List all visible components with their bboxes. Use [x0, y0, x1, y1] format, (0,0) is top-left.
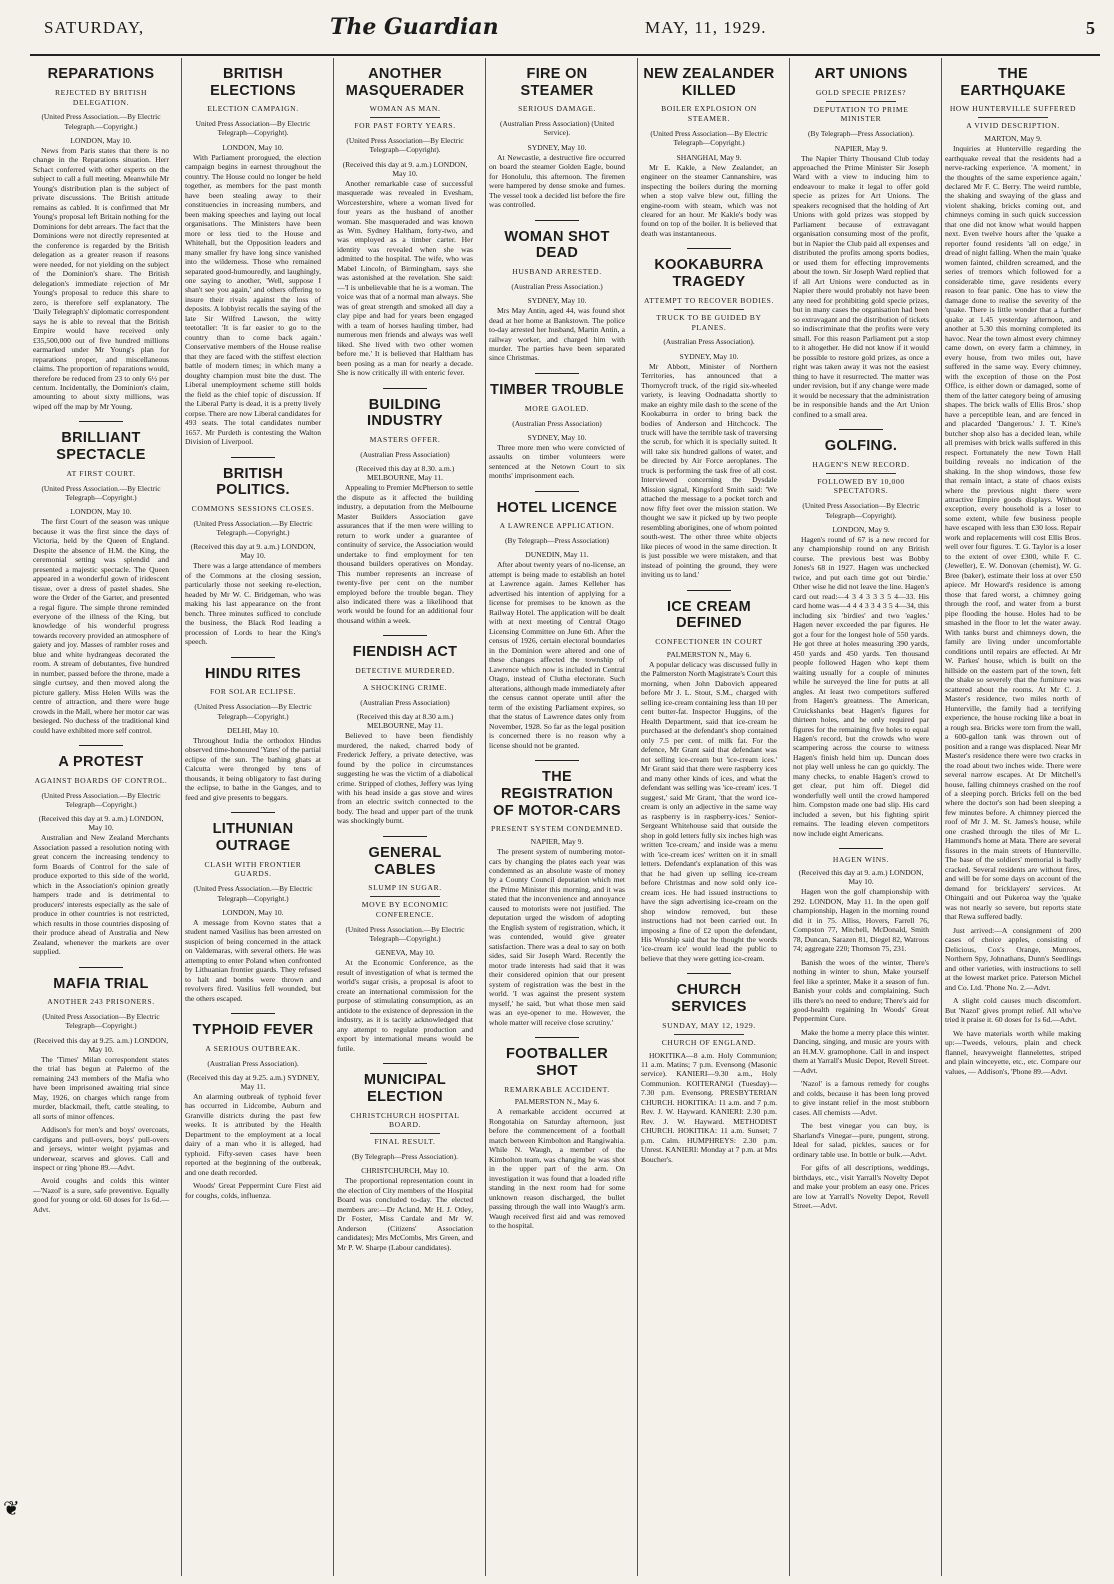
article-subheading: CHRISTCHURCH HOSPITAL BOARD. [350, 1110, 460, 1130]
article-headline: TIMBER TROUBLE [490, 381, 624, 398]
article [489, 500, 625, 750]
article-headline: ANOTHER MASQUERADER [345, 66, 465, 99]
wire-credit: (United Press Association—By Electric Telegraph—Copyright.) [650, 129, 768, 148]
article [489, 1046, 625, 1231]
advertisement: Avoid coughs and colds this winter—'Nazol' is a sure, safe preventive. Equally good for young or old. 60 doses for 1s 6d.—Advt. [33, 1176, 169, 1214]
article-headline: WOMAN SHOT DEAD [504, 228, 610, 262]
article [489, 769, 625, 1027]
article [641, 66, 777, 238]
article-rule [687, 973, 731, 974]
advertisement: Make the home a merry place this winter. Dancing, singing, and music are yours with an H.M.V. gramophone. Call in and inspect them at Yarrall's Music Depot, Revell Street.—Advt. [793, 1027, 929, 1075]
article-headline: THE REGISTRATION OF MOTOR-CARS [493, 769, 621, 819]
dateline: SHANGHAI, May 9. [676, 152, 742, 162]
masthead-date: MAY, 11, 1929. [645, 18, 767, 37]
article-headline: GENERAL CABLES [368, 844, 442, 878]
article-subheading: A SERIOUS OUTBREAK. [205, 1043, 301, 1053]
article-body: A popular delicacy was discussed fully in the Palmerston North Magistrate's Court this morning, when John Dabovich appeared before Mr J. L. Stout, S.M., charged with selling ice-cream containing less than 10 per cent butter-fat. Inspector Huggins, of the Health Department, said that ice-cream he purchased at the defendant's shop contained only 7.5 per cent. of milk fat. For the defence, Mr Grant said that defendant was not selling ice-cream but 'ice-cream ices.' Mr Grant said that there were raspberry ices and many other kinds of ices, and what the defendant was selling was 'ice-cream' ices. 'I suggest,' said Mr Grant, 'that the word ice-cream is only an adjective in the same way as raspberry is in raspberry-ices.' Senior-Sergeant Whitehouse said that outside the shop in gold letters fully six inches high was written 'Ice-cream,' and inside was a menu with 'ice-cream ices' written on it in small letters. Defendant's explanation of this was that he had given up selling ice-cream before Christmas and now sold only ice-cream ices. He had issued instructions to have the sign advertising ice-cream on the shop window removed, but these instructions had not been carried out. In imposing a fine of £2 upon the defendant, His Worship said that he thought the words 'ice-cream ice' would lead the public to believe that they were getting ice-cream. [641, 659, 777, 963]
article-subheading: REMARKABLE ACCIDENT. [504, 1084, 610, 1094]
article-subheading: SERIOUS DAMAGE. [518, 104, 596, 114]
article-body: News from Paris states that there is no change in the Reparations situation. Herr Schact conferred with other experts on the subject to call a full meeting. Meanwhile Mr Young's distribution plan is the subject of private discussions. The British attitude remains as cabled. It is confirmed that Mr Young's proposal left Britain nothing for the Dominions for debt arrears. The fact that the Dominions were not directly represented at the conference is regarded by the British delegation as a greater reason if reasons were needed, for not yielding on the subject of the Dominion's share. The British delegation's immediate rejection of Mr Young's proposal to reduce this share to zero, is therefore self explanatory. The 'Daily Telegraph's' diplomatic correspondent says he is able to reveal that the British Empire would have received only £35,500,000 out of five hundred millions earmarked under Mr Young's plan for reparations proper, and miscellaneous claims. The proportion of reparations would, therefore be reduced from 23 to only 6½ per centum. Incidentally, the Dominion's claim, amounting to about sixty millions, was wiped off the map by Mr Young. [33, 145, 169, 411]
article-subheading: PRESENT SYSTEM CONDEMNED. [491, 824, 623, 834]
dateline: (Received this day at 8.30 a.m.) MELBOURNE, May 11. [356, 712, 454, 731]
article-headline: FIENDISH ACT [352, 644, 458, 661]
article-body: The first Court of the season was unique because it was the first since the days of Victoria, held by the Queen of England. Despite the absence of H.M. the King, the ceremonial setting was splendid and presented a majestic spectacle. The Queen appeared in a wonderful gown of iridescent tissue, over a dress of pastel shades. She wore the Order of the Garter, and presented a regal figure. The simple throne reminded everyone of the illness of the King, but knowledge of his wonderful progress towards recovery provided an atmosphere of gaiety and joy. Masses of rambler roses and blue and white hydrangeas decorated the room. A stream of debutantes, five hundred in number, passed before the throne, made a single curtsey, and then moved along the picture gallery. Miss Helen Wills was the centre of attraction, and there were huge crowds in the Mall, where her motor car was besieged. No duchess of the traditional kind could have exhibited more self control. [33, 517, 170, 735]
advertisement: Addison's for men's and boys' overcoats, cardigans and pull-overs, boys' pull-overs and jerseys, winter weight pyjamas and underwear, scarves and gloves. Call and inspect or ring 'phone 89.—Advt. [33, 1125, 169, 1172]
article-body: Australian and New Zealand Merchants Association passed a resolution noting with great concern the increasing tendency to form Boards of Control for the sale of produce exported to this side of the world, which in the Association's opinion greatly hampers trade and is detrimental to producers' interests especially as the sale of produce in other countries is not restricted, which results in those countries disposing of their produce ahead of Australia and New Zealand, whenever the markets are over supplied. [33, 833, 169, 957]
dateline: (Received this day at 9.25. a.m.) LONDON, May 10. [33, 1035, 169, 1054]
article-body: The Napier Thirty Thousand Club today approached the Prime Minister Sir Joseph Ward with a view to inducing him to endeavour to make it legal to offer gold specie as prizes for Art Unions. The speakers recognised that the holding of Art Unions with gold prizes was stopped by Parliament because of extravagant organisation consuming most of the profit, but in Napier the Club paid all expenses and distributed the profits among sports bodies, or used them for effecting improvements about the town. Sir Joseph Ward replied that if all Art Unions were conducted as in Napier there would probably not have been any need for prohibiting gold specie prizes, but in many cases the organisation had been so extravagant and the distribution of tickets so indiscriminate that the profits were very small. For this reason Parliament put a stop to it altogether. He did not know if it would be possible to restore gold prizes, as once a right was taken away it was not the easiest thing to have it resurrected. The matter was under revision, but if any change were made it would be necessary that the administration be in responsible hands and the Art Union confined to a small area. [793, 153, 929, 419]
article [489, 66, 625, 210]
article-subheading: SUNDAY, MAY 12, 1929. [662, 1020, 756, 1030]
article-subheading: FINAL RESULT. [374, 1137, 436, 1147]
article-rule [79, 967, 123, 968]
wire-credit: (Australian Press Association). [207, 1058, 299, 1068]
article-body: Hagen's round of 67 is a new record for any championship round on any British course. The previous best was Bobby Jones's 68 in 1927. Hagen was unchecked twice, and put each time got out 'birdie.' Other wise he did not leave the line. Hagen's card out read:—4 3 4 3 3 3 5 4—33. His card home was—4 4 4 3 3 4 3 5 4—34, this including six 'birdies' and two 'eagles.' Hagen never exceeded the par figures. He got a four for the longest hole of 550 yards. He got three at holes measuring 390 yards, 450 yards and 450 yards. Ten thousand people followed Hagen who kept them waiting usually for a couple of minutes while he surveyed the line for putts at all angles. At least two competitors suffered from Hagen's greatness. The American, Cruickshanks beat Hagen's figures for thirteen holes, and he only required par figures for the remaining five holes to equal Hagen's record, but the crowds who were scampering across the course to witness Hagen's finish held him up. Duncan does not play well unless he can go quickly. The many checks, to enable Hagen's crowd to get clear, put him off. Diegel did wonderfully well until the crowd hampered him. Compston made one bad slip. His card included a seven, but his fighting spirit remains. The leading eleven competitors now include eight Americans. [793, 534, 929, 838]
article-body: A remarkable accident occurred at Rongotahia on Saturday afternoon, just before the commencement of a football match between Kimbolton and Rangiwahia. While N. Waugh, a member of the Kimbolton team, was changing he was shot in the upper part of the arm. On investigation it was found that a loaded rifle standing in the next room had for some unknown reason discharged, the bullet passing through the wall into Waugh's arm. Waugh received first aid and was removed to the hospital. [489, 1107, 625, 1231]
article-subheading: MORE GAOLED. [524, 403, 590, 413]
article-body: Inquiries at Hunterville regarding the earthquake reveal that the residents had a nerve-racking experience. 'A moment,' in the thoughts of the same experience again,' declared Mr F. C. Berry. The weird rumble, the shaking and swaying of the glass and violent shaking, bricks coming out, and chimneys coming in such quick succession that one did not know what would happen next. Even twelve hours after the 'quake a reporter found residents 'all on edge,' in dread of night falling. When the main 'quake women fainted, children screamed, and the series of tremors which followed for a considerable time, gave residents every reason to fear panic. One has to view the damage done to realise the severity of the 'quake. There is little wonder that a further quake at 1.45 yesterday afternoon, and another at 5.30 this morning completed its havoc. Near the town almost every chimney came down, on every farm a chimney, in every house, from two miles out, have suffered in the same way. Every chimney, with the exception of those on the Post Office, is either down or damaged, some of them of the latter category being of amusing shapes. The brick walls of Ellis Bros.' shop have a perceptible lean, and are fenced in and placarded 'Dangerous.' J. T. Kine's butcher shop also has a decided lean, while all premises with brick walls suffered in this respect. Fortunately the new Town Hall building reveals no indication of the shaking. In the shop windows, those few that remain intact, a state of chaos exists where the previous night there were attractive Empire goods displays. Without exception, every household is a loser to some extent, while few business people have escaped with less than £30 loss. Repair work and replacements will cost Ellis Bros. well over four figures. T. G. Taylor is a loser to the extent of over £300, while F. C. (Jeweller), E. W. Donovan (chemist), W. G. Bree (baker), estimate their loss at over £50 apiece. Mr Howard's residence is among those that fared worst, a chimney going through the roof, and water from a burst pipe flooding the house. Holes had to be smashed in the floor to let the water away. With tanks burst and chimneys down, the family are living under uncomfortable conditions until repairs are effected. At Mr W. Parkes' house, which is built on the hillside on the eastern part of the town, felt the shake so severely that the furniture was scattered about the rooms. At Mr C. J. Master's residence, two miles north of Hunterville, the family had a terrifying experience, the house rocking like a boat in a rough sea. Bricks were torn from the wall, a 600-gallon tank was thrown out of position and a range was displaced. Near Mr Master's residence there were two cracks in the road about two inches wide. There were several narrow escapes. At Dr Mitchell's house, falling chimneys crashed on the roof of a sleeping porch. Bricks fell on the bed where the doctor's son had been sleeping a few minutes before. A chimney pierced the roof of Mr J. M. St. James's house, while one crashed through the tiles of Mr L. Hammond's home at Mata. There are several fissures in the main streets of Hunterville. The base of the soldiers' memorial is badly cracked. Several residents are without fires, and will be for some days on account of the demand for bricklayers' services. At Ohingaiti and out Pukeroa way the 'quake was not nearly so severe, but reports state that Rewa suffered badly. [945, 144, 1081, 922]
article-headline: FOOTBALLER SHOT [505, 1046, 609, 1079]
article-rule [231, 457, 275, 458]
article [337, 66, 473, 378]
article-rule [79, 421, 123, 422]
article-subheading: A VIVID DESCRIPTION. [966, 121, 1060, 131]
dateline: (Received this day at 9. a.m.) LONDON, May 10. [190, 542, 316, 561]
column-2 [182, 58, 324, 1576]
article-rule [231, 1013, 275, 1014]
article-subheading: ANOTHER 243 PRISONERS. [47, 997, 155, 1007]
article-subheading: AGAINST BOARDS OF CONTROL. [34, 775, 168, 785]
article-subheading: DEPUTATION TO PRIME MINISTER [813, 104, 909, 124]
article-rule [687, 248, 731, 249]
short-rule [826, 101, 896, 102]
article-headline: MUNICIPAL ELECTION [363, 1072, 447, 1105]
dateline: NAPIER, May 9. [530, 837, 584, 847]
column-7 [942, 58, 1084, 1576]
article-headline: HINDU RITES [205, 665, 301, 682]
wire-credit: (By Telegraph—Press Association) [504, 536, 610, 546]
article-rule [535, 220, 579, 221]
article-body: Mrs May Antin, aged 44, was found shot dead at her home at Bankstown. The police to-day arrested her husband, Martin Antin, a railway worker, and charged him with murder. The parties have been separated since Christmas. [489, 306, 625, 363]
article [641, 599, 777, 964]
article-rule [383, 388, 427, 389]
article-subheading: ATTEMPT TO RECOVER BODIES. [644, 295, 774, 305]
article [337, 1072, 473, 1252]
dateline: NAPIER, May 9. [834, 143, 888, 153]
short-rule [978, 117, 1048, 118]
article-subheading: TRUCK TO BE GUIDED BY PLANES. [656, 312, 762, 332]
dateline: GENEVA, May 10. [375, 948, 435, 958]
article-subheading: COMMONS SESSIONS CLOSES. [191, 504, 315, 514]
article-subheading: HAGEN'S NEW RECORD. [812, 459, 910, 469]
wire-credit: (United Press Association.—By Electric Telegraph—Copyright.) [193, 884, 313, 903]
article [489, 229, 625, 363]
article-rule [535, 1037, 579, 1038]
article-headline: ICE CREAM DEFINED [666, 598, 752, 632]
article-headline: NEW ZEALANDER KILLED [643, 66, 775, 99]
article-body: HOKITIKA—8 a.m. Holy Communion; 11 a.m. Matins; 7 p.m. Evensong (Masonic service). KANIERI—9.30 a.m., Holy Communion. KOITERANGI (Tuesday)—7.30 p.m. Evensong. PRESBYTERIAN CHURCH. HOKITIKA: 11 a.m. and 7 p.m. Rev. J. W. Hayward. KANIERI: 2.30 p.m. Rev. J. W. Hayward. METHODIST CHURCH. HOKITIKA: 11 a.m. Sunset; 7 p.m. Calm. HUMPHREYS: 2.30 p.m. Unrest. KANIERI: Monday at 7 p.m. at Mrs Boucher's. [641, 1050, 777, 1164]
column-5 [638, 58, 780, 1576]
column-1 [30, 58, 172, 1576]
article-subheading: FOR PAST FORTY YEARS. [354, 121, 456, 131]
short-rule [370, 896, 440, 897]
article-body: With Parliament prorogued, the election campaign begins in earnest throughout the country. The House could no longer be held together, as members for the past month have been stealing away to their constituencies in increasing numbers, and been making speeches and laying out local organisations. The Ministers have been more or less tied to the House and Whitehall, but the Opposition leaders and many smaller fry have long since vanished into the wilderness. Those who remained separated good-humouredly, and laughingly, one saying to another, 'Well, suppose I shan't see you again,' and others offering to insure their rivals against the loss of deposits. A lobbyist recalls the saying of the late Sir Wilfred Lawson, the witty teetotaller: 'It is far easier to go to the country than to come back again.' Conservative members of the House realise that they are faced with the stiffest election battle of modern times; in which many a doughty champion must bite the dust. The Liberal unemployment scheme still holds the field as the chief topic of discussion. If the Liberal Party is dead, it is a pretty lively corpse. There are now Liberal candidates for 493 seats. The total candidates number 1657. Mr Purdeth is contesting the Walton Division of Liverpool. [185, 152, 321, 447]
article-rule [231, 657, 275, 658]
wire-credit: (Australian Press Association) [512, 418, 602, 428]
dateline: (Received this day at 9. a.m.) LONDON, May 10. [38, 814, 164, 833]
column-6 [790, 58, 932, 1576]
wire-credit: (United Press Association.—By Electric Telegraph—Copyright.) [41, 483, 161, 502]
article [945, 66, 1081, 1076]
article-subheading: FOR SOLAR ECLIPSE. [209, 687, 297, 697]
dateline: (Received this day at 9.25. a.m.) SYDNEY, May 11. [186, 1072, 320, 1091]
advertisement: The best vinegar you can buy, is Sharland's Vinegar—pure, pungent, strong. Ideal for salad, pickles, sauces or for ordinary table use. In bottle or bulk.—Advt. [793, 1121, 929, 1159]
article-body: After about twenty years of no-license, an attempt is being made to establish an hotel at Lawrence again. James Kelleher has advertised his intention of applying for a license for premises to be known as the Railway Hotel. The application will be dealt with at next meeting of Central Otago Licensing Committee on June 6th. After the census of 1926, certain electoral boundaries in the Dominion were altered and one of these changes affected the township of Lawrence which now is included in Central Otago, instead of Clutha electorate. Such alterations, although made immediately after the census cannot operate until after the term of the existing Parliament expires, so that the status of Lawrence dates only from November, 1928. So far as the legal position is concerned there is no reason why a license should not be granted. [489, 560, 626, 750]
wire-credit: (Australian Press Association) [360, 697, 450, 707]
article [33, 430, 169, 735]
dateline: (Received this day at 8.30. a.m.) MELBOURNE, May 11. [355, 464, 455, 483]
article [337, 845, 473, 1053]
article-rule [231, 812, 275, 813]
article-subheading: BOILER EXPLOSION ON STEAMER. [661, 104, 757, 124]
article-rule [383, 836, 427, 837]
wire-credit: (Australian Press Association). [663, 337, 755, 347]
article-body: Appealing to Premier McPherson to settle the dispute as it affected the building industry, a deputation from the Melbourne Master Builders Association gave assurances that if the men were willing to return to work under a guarantee of continuity of service, the Association would undertake to find employment for ten thousand builders operatives on Monday. This number represents an increase of twenty-five per cent on the number employed before the trouble began. They also indicated there was a likelihood that work would be found for an additional four thousand within a week. [337, 483, 473, 625]
article [337, 397, 473, 626]
fleuron-icon: ❦ [3, 1498, 20, 1520]
article-rule [535, 491, 579, 492]
wire-credit: United Press Association—By Electric Telegraph—Copyright). [195, 119, 311, 138]
short-rule [826, 473, 896, 474]
article-headline: KOOKABURRA TRAGEDY [654, 257, 764, 291]
article-headline: REPARATIONS [47, 66, 155, 82]
advertisement: Banish the woes of the winter, There's nothing in winter to shun, Make yourself feel like a sprinter, Make it a season of fun. Banish your colds and complaining, Such ills there's no need to endure; There's aid for good-health regaining In Woods' Great Peppermint Cure. [793, 957, 929, 1024]
article [489, 382, 625, 481]
article-headline: A PROTEST [58, 754, 144, 771]
article-body: Mr Abbott, Minister of Northern Territories, has announced that a Thornycroft truck, of the rigid six-wheeled variety, is leaving Oodnadatta shortly to make an eighty mile dash to the scene of the Kookaburra in order to bring back the bodies of Anderson and Hitchcock. The truck will have the terrible task of traversing the scrub, for which it is specially suited. It will take six hundred gallons of water, and be directed by Air Force aeroplanes. The truck is performing the task free of all cost. Interviewed concerning the Dysdale Mission signal, Kingsford Smith said: 'We attached the message to a pocket torch and now fifty feet over the mission station. We thought we saw it picked up by two people resembling aborigines, one of whom pointed south-west. The other three white objects like pieces of wood in the same direction. It is just possible we were mistaken, and that instead of pointing the ground, they were inviting us to land.' [641, 361, 777, 580]
article-headline: BRITISH ELECTIONS [210, 66, 296, 99]
dateline: DUNEDIN, May 11. [525, 550, 589, 560]
dateline: LONDON, May 10. [70, 507, 132, 517]
article-headline: FIRE ON STEAMER [520, 66, 594, 99]
article [641, 982, 777, 1164]
dateline: SYDNEY, May 10. [527, 432, 587, 442]
dateline: SYDNEY, May 10. [679, 351, 739, 361]
article-subheading: HOW HUNTERVILLE SUFFERED [949, 104, 1077, 114]
column-4 [486, 58, 628, 1576]
advertisement: 'Nazol' is a famous remedy for coughs and colds, because it has been long proved to give instant relief in the most stubborn cases. All chemists —Advt. [793, 1079, 929, 1117]
article-subheading: FOLLOWED BY 10,000 SPECTATORS. [817, 476, 905, 496]
article-rule [839, 429, 883, 430]
article-body: Mr E. Kakle, a New Zealander, an engineer on the steamer Cannanshire, was inspecting the boilers during the morning when a stop valve blew out, filling the engine-room with steam, which was not cleared for an hour. Mr Kakle's body was found on top of the boiler. It is believed that death was instantaneous. [641, 162, 777, 238]
article [337, 644, 473, 825]
article-headline: BUILDING INDUSTRY [367, 396, 443, 430]
article-headline: BRITISH POLITICS. [216, 465, 290, 499]
dateline: SYDNEY, May 10. [527, 142, 587, 152]
advertisement: A slight cold causes much discomfort. But 'Nazol' gives prompt relief. All who've tried it praise it. 60 doses for 1s 6d.—Advt. [945, 996, 1081, 1025]
short-rule [370, 117, 440, 118]
dateline: CHRISTCHURCH, May 10. [361, 1166, 449, 1176]
article-subheading: CHURCH OF ENGLAND. [661, 1037, 757, 1047]
article-subheading: A SHOCKING CRIME. [362, 682, 448, 692]
dateline: LONDON, May 10. [70, 135, 132, 145]
dateline: LONDON, May 10. [222, 907, 284, 917]
article-headline: HOTEL LICENCE [496, 499, 618, 516]
article [33, 66, 169, 411]
article-subheading: CONFECTIONER IN COURT [655, 637, 763, 647]
article [185, 1022, 321, 1200]
article [185, 66, 321, 447]
article [641, 257, 777, 579]
masthead-day: SATURDAY, [44, 18, 145, 37]
article-body: Hagen won the golf championship with 292. LONDON, May 11. In the open golf championship, Hagen in the morning round did it in 75. Alliss, Hovers, Farrell 76, Compston 77, Mitchell, McDonald, Smith 78, Duncan, Sarazen 81, Diegel 82, Watrous 74; aggregate 220; Thomson 75, 231. [793, 887, 929, 954]
article-body: Another remarkable case of successful masquerade was revealed in Evesham, Worcestershire, where a woman lived for four years as the husband of another woman. She masqueraded and was known as Wm. Sydney Haltham, forty-two, and was employed as a timber carter. Her identity was revealed when she was admitted to the hospital. The wife, who was Mabel Lincoln, of Birmingham, says she was astonished at the revelation. She said:—'I is unbelievable that he is a woman. The voice was that of a normal man always. She was of great strength and smoked all day a clay pipe and had for years been engaged with a team of horses hauling timber, had numerous men friends and always was well liked. She lived with two other women before me.' It is believed that Haltham has been posing as a man for nearly a decade. She is now critically ill with enteric fever. [337, 178, 473, 378]
article [185, 466, 321, 647]
article-headline: THE EARTHQUAKE [960, 66, 1066, 99]
dateline: DELHI, May 10. [227, 725, 279, 735]
article-subheading: ELECTION CAMPAIGN. [207, 104, 299, 114]
dateline: (Received this day at 9. a.m.) LONDON, May 10. [798, 868, 924, 887]
wire-credit: (United Press Association—By Electric Telegraph—Copyright). [346, 136, 464, 155]
article-subheading: MASTERS OFFER. [369, 435, 441, 445]
wire-credit: (United Press Association.—By Electric Telegraph—Copyright.) [41, 790, 161, 810]
article-headline: LITHUNIAN OUTRAGE [212, 821, 294, 854]
article-body: An alarming outbreak of typhoid fever has occurred in Lidcombe, Auburn and Granville districts during the past few weeks. It is attributed by the Health Department to the employment at a local dairy of a man who it is alleged, had typhoid. Fifty-seven cases have been reported at the beginning of the outbreak, and one death recorded. [185, 1091, 321, 1177]
article [185, 666, 321, 802]
article [793, 66, 929, 419]
article-body: At the Economic Conference, as the result of investigation of what is termed the world's sugar crisis, a proposal is afoot to create an international commission for the purpose of stimulating consumption, as an antidote to the existence of depression in the industry, as it is tacitly acknowledged that any attempt to regulate production and export by international means would be futile. [337, 958, 473, 1053]
advertisement: Just arrived:—A consignment of 200 cases of choice apples, consisting of Delicious, Cox's Orange, Munroes, Northern Spy, Johnathans, Dunn's Seedlings and other varieties, with instructions to sell at the lowest market price. Paterson Michel and Co. Ltd. 'Phone No. 2.—Advt. [945, 925, 1081, 992]
wire-credit: (United Press Association—By Electric Telegraph—Copyright.) [194, 702, 312, 721]
dateline: LONDON, May 9. [832, 524, 890, 534]
dateline: (Received this day at 9. a.m.) LONDON, May 10. [342, 159, 468, 178]
wire-credit: (Australian Press Association.) [511, 281, 603, 291]
wire-credit: (United Press Association—By Electric Telegraph—Copyright.) [42, 1012, 160, 1031]
masthead-paper-title: The Guardian [330, 14, 499, 40]
article-headline: TYPHOID FEVER [192, 1022, 314, 1039]
article-body: Throughout India the orthodox Hindus observed time-honoured 'Yates' of the partial eclipse of the sun. The bathing ghats at Calcutta were thronged by tens of thousands, it being obligatory to fast during the eclipse, to bathe in the Ganges, and to feed and give presents to beggars. [185, 735, 321, 802]
wire-credit: (United Press Association—By Electric Telegraph—Copyright). [802, 501, 920, 520]
article-body: At Newcastle, a destructive fire occurred on board the steamer Golden Eagle, bound for Honolulu, this afternoon. The firemen were hampered by dense smoke and fumes. The vessel took a decided list before the fire was controlled. [489, 152, 625, 210]
article-subheading: HAGEN WINS. [832, 855, 890, 865]
article-rule [535, 373, 579, 374]
article-subheading: WOMAN AS MAN. [369, 104, 441, 114]
article-body: Three more men who were convicted of assaults on timber volunteers were sentenced at the Netown Court to six months' imprisonment each. [489, 442, 625, 481]
article-headline: GOLFING. [824, 438, 898, 455]
short-rule [370, 679, 440, 680]
article-subheading: AT FIRST COURT. [66, 468, 136, 478]
article-body: The proportional representation count in the election of City members of the Hospital Board was concluded to-day. The elected members are:—Dr Acland, Mr H. J. Otley, Dr Foster, Miss Cardale and Mr W. Anderson (Citizens' Association candidates); Mrs McCombs, Mrs Green, and Mr P. W. Sharpe (Labour candidates). [337, 1176, 473, 1252]
article-headline: MAFIA TRIAL [53, 975, 149, 992]
advertisement: We have materials worth while making up:—Tweeds, velours, plain and check flannel, heavyweight flannelettes, striped and plain winceyette, etc., etc. Compare our values, — Addison's, 'Phone 89.—Advt. [945, 1028, 1081, 1076]
article-headline: BRILLIANT SPECTACLE [56, 430, 146, 464]
article-subheading: GOLD SPECIE PRIZES? [815, 87, 907, 97]
article-subheading: MOVE BY ECONOMIC CONFERENCE. [361, 900, 449, 919]
article-rule [383, 635, 427, 636]
article-rule [79, 745, 123, 746]
article-subheading: DETECTIVE MURDERED. [355, 666, 455, 676]
article-body: Believed to have been fiendishly murdered, the naked, charred body of Frederick Jeffery, a private detective, was found by the police in circumstances suggesting he was the victim of a diabolical crime. Stripped of clothes, Jeffery was lying with his head inside a gas stove and wires from an electric switch connected to the body. The head and upper part of the trunk was shockingly burnt. [337, 731, 473, 826]
advertisement: Woods' Great Peppermint Cure First aid for coughs, colds, influenza. [185, 1181, 321, 1200]
column-3 [334, 58, 476, 1576]
wire-credit: (United Press Association.—By Electric Telegraph.—Copyright.) [193, 518, 313, 538]
dateline: MARTON, May 9. [984, 134, 1042, 144]
dateline: LONDON, May 10. [222, 142, 284, 152]
article [793, 855, 929, 1210]
wire-credit: (By Telegraph—Press Association). [808, 129, 914, 139]
article-headline: CHURCH SERVICES [671, 982, 747, 1016]
article-subheading: HUSBAND ARRESTED. [512, 266, 602, 276]
wire-credit: (Australian Press Association) [360, 449, 450, 459]
article-body: A message from Kovno states that a student named Vasilius has been arrested on suspicion of being concerned in the attack on Valdemaras, with several others. He was attempting to enter Poland when confronted by Lithuanian frontier guards. They refused to halt and bombs were thrown and revolvers fired. Vasilius fell wounded, but the others escaped. [185, 917, 321, 1003]
article [33, 976, 169, 1215]
article-body: The 'Times' Milan correspondent states the trial has begun at Palermo of the remaining 243 members of the Mafia who have been imprisoned awaiting trial since May, 1926, on charges which range from murder, blackmail, theft, cattle stealing, to all sorts of minor offences. [33, 1054, 169, 1121]
page-number: 5 [1086, 18, 1096, 38]
advertisement: For gifts of all descriptions, weddings, birthdays, etc., visit Yarrall's Novelty Depot and make your problem an easy one. Prices are low at Yarrall's Novelty Depot, Revell Street.—Advt. [793, 1163, 929, 1211]
wire-credit: (By Telegraph—Press Association). [352, 1152, 458, 1162]
article-body: There was a large attendance of members of the Commons at the closing session, particularly those not seeking re-election, headed by Mr W. C. Bridgeman, who was making his last appearance on the front bench. Three minutes sufficed to conclude the business, the Black Rod leading a procession of Lords to hear the King's speech. [185, 561, 321, 647]
short-rule [674, 1034, 744, 1035]
wire-credit: (United Press Association.—By Electric Telegraph.—Copyright.) [41, 112, 161, 131]
article-subheading: CLASH WITH FRONTIER GUARDS. [204, 859, 302, 879]
dateline: SYDNEY, May 10. [527, 296, 587, 306]
short-rule [674, 309, 744, 310]
dateline: PALMERSTON N., May 6. [514, 1097, 600, 1107]
wire-credit: (United Press Association.—By Electric Telegraph—Copyright.) [345, 924, 465, 944]
article-rule [839, 848, 883, 849]
article [793, 438, 929, 838]
wire-credit: (Australian Press Association) (United Service). [500, 119, 614, 138]
masthead [30, 10, 1100, 56]
article-rule [535, 760, 579, 761]
article [33, 754, 169, 956]
article-body: The present system of numbering motor-cars by changing the plates each year was condemned as an absolute waste of money by a County Council deputation which met the Prime Minister this morning, and it was stated that the inconvenience and annoyance caused to motorists were not justified. The deputation urged the wisdom of adopting the English system of registration, which, it was contended, would give greater satisfaction. There was a deal to say on both sides, said Sir Joseph Ward. Recently the motor trade interests had said that it was their considered opinion that our present system of registration was the best in the world. 'I was against the present system myself,' he said, 'but what those men said was an eye-opener to me. However, the whole matter will receive close scrutiny.' [489, 847, 625, 1027]
article-subheading: REJECTED BY BRITISH DELEGATION. [54, 87, 148, 107]
article [185, 821, 321, 1003]
short-rule [370, 1133, 440, 1134]
article-subheading: A LAWRENCE APPLICATION. [499, 521, 615, 531]
article-headline: ART UNIONS [814, 66, 908, 82]
dateline: PALMERSTON N., May 6. [666, 649, 752, 659]
article-rule [383, 1063, 427, 1064]
article-rule [687, 590, 731, 591]
article-subheading: SLUMP IN SUGAR. [368, 883, 442, 893]
